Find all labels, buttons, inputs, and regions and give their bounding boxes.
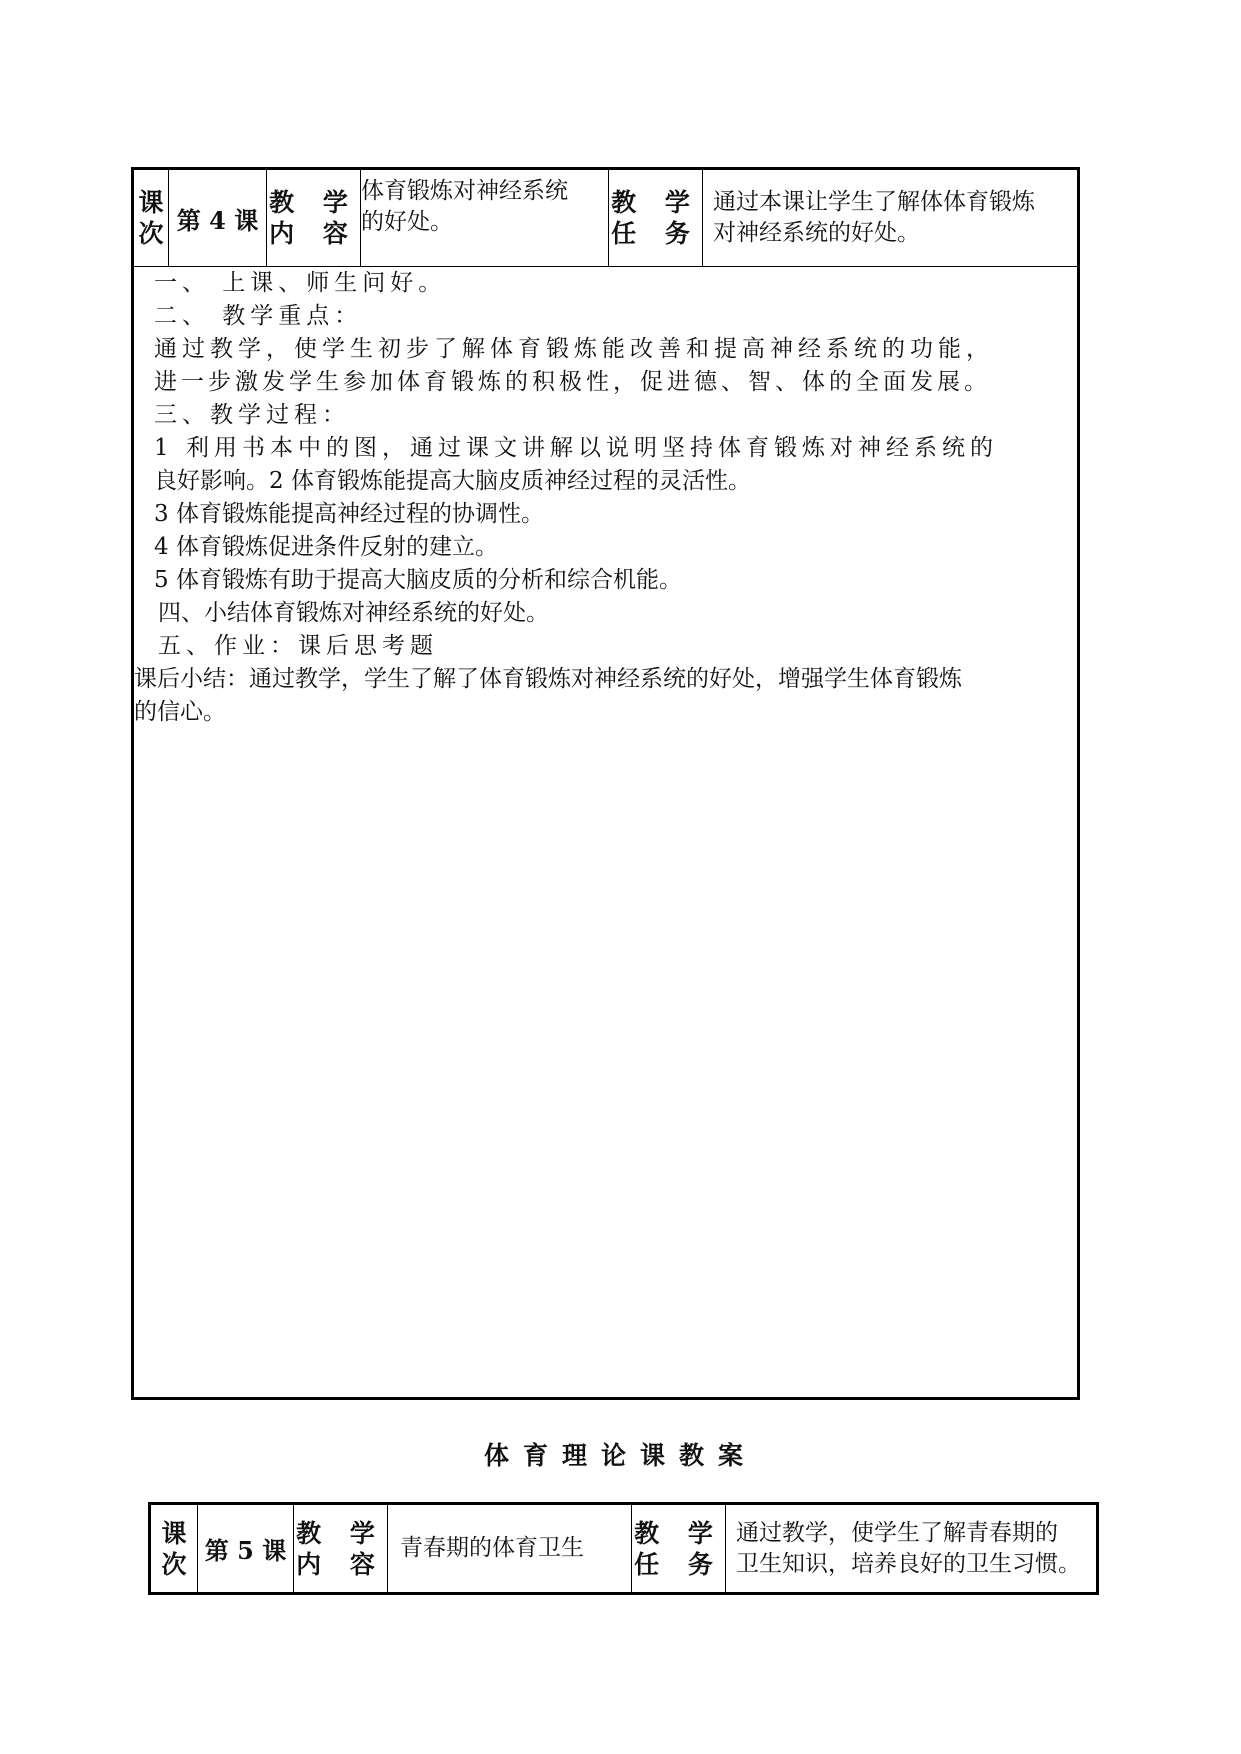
lesson-task: 通过教学，使学生了解青春期的 卫生知识，培养良好的卫生习惯。 bbox=[726, 1504, 1098, 1594]
body-line: 4 体育锻炼促进条件反射的建立。 bbox=[154, 534, 498, 560]
lesson-number: 第 5 课 bbox=[198, 1504, 294, 1594]
label-task: 教 学 任 务 bbox=[632, 1504, 726, 1594]
lesson-number: 第 4 课 bbox=[169, 169, 267, 267]
lesson-content: 青春期的体育卫生 bbox=[388, 1504, 632, 1594]
label-content: 教 学 内 容 bbox=[294, 1504, 388, 1594]
body-line: 1 利用书本中的图，通过课文讲解以说明坚持体育锻炼对神经系统的 bbox=[154, 435, 998, 461]
body-line: 三、教学过程： bbox=[154, 402, 350, 428]
body-line: 3 体育锻炼能提高神经过程的协调性。 bbox=[154, 501, 544, 527]
body-line: 二、 教学重点： bbox=[154, 303, 363, 329]
lesson-4-table bbox=[131, 167, 1080, 1400]
label-task: 教 学 任 务 bbox=[609, 169, 703, 267]
body-line: 5 体育锻炼有助于提高大脑皮质的分析和综合机能。 bbox=[154, 567, 682, 593]
body-line: 通过教学，使学生初步了解体育锻炼能改善和提高神经系统的功能， bbox=[154, 336, 994, 362]
label-content: 教 学 内 容 bbox=[267, 169, 361, 267]
lesson-content: 体育锻炼对神经系统 的好处。 bbox=[361, 169, 609, 267]
lesson-task: 通过本课让学生了解体体育锻炼 对神经系统的好处。 bbox=[703, 169, 1079, 267]
body-line: 良好影响。2 体育锻炼能提高大脑皮质神经过程的灵活性。 bbox=[154, 468, 751, 494]
body-line: 五、作业：课后思考题 bbox=[158, 633, 438, 659]
label-lesson: 课 次 bbox=[150, 1504, 198, 1594]
summary-line: 的信心。 bbox=[134, 699, 226, 725]
lesson-body bbox=[133, 267, 1079, 1399]
body-line: 进一步激发学生参加体育锻炼的积极性，促进德、智、体的全面发展。 bbox=[154, 369, 991, 395]
summary-line: 课后小结：通过教学，学生了解了体育锻炼对神经系统的好处，增强学生体育锻炼 bbox=[134, 666, 962, 692]
body-line: 一、 上课、师生问好。 bbox=[154, 270, 447, 296]
lesson-5-table bbox=[148, 1502, 1099, 1595]
label-lesson: 课 次 bbox=[133, 169, 169, 267]
document-title: 体育理论课教案 bbox=[483, 1441, 757, 1470]
body-line: 四、小结体育锻炼对神经系统的好处。 bbox=[158, 600, 549, 626]
